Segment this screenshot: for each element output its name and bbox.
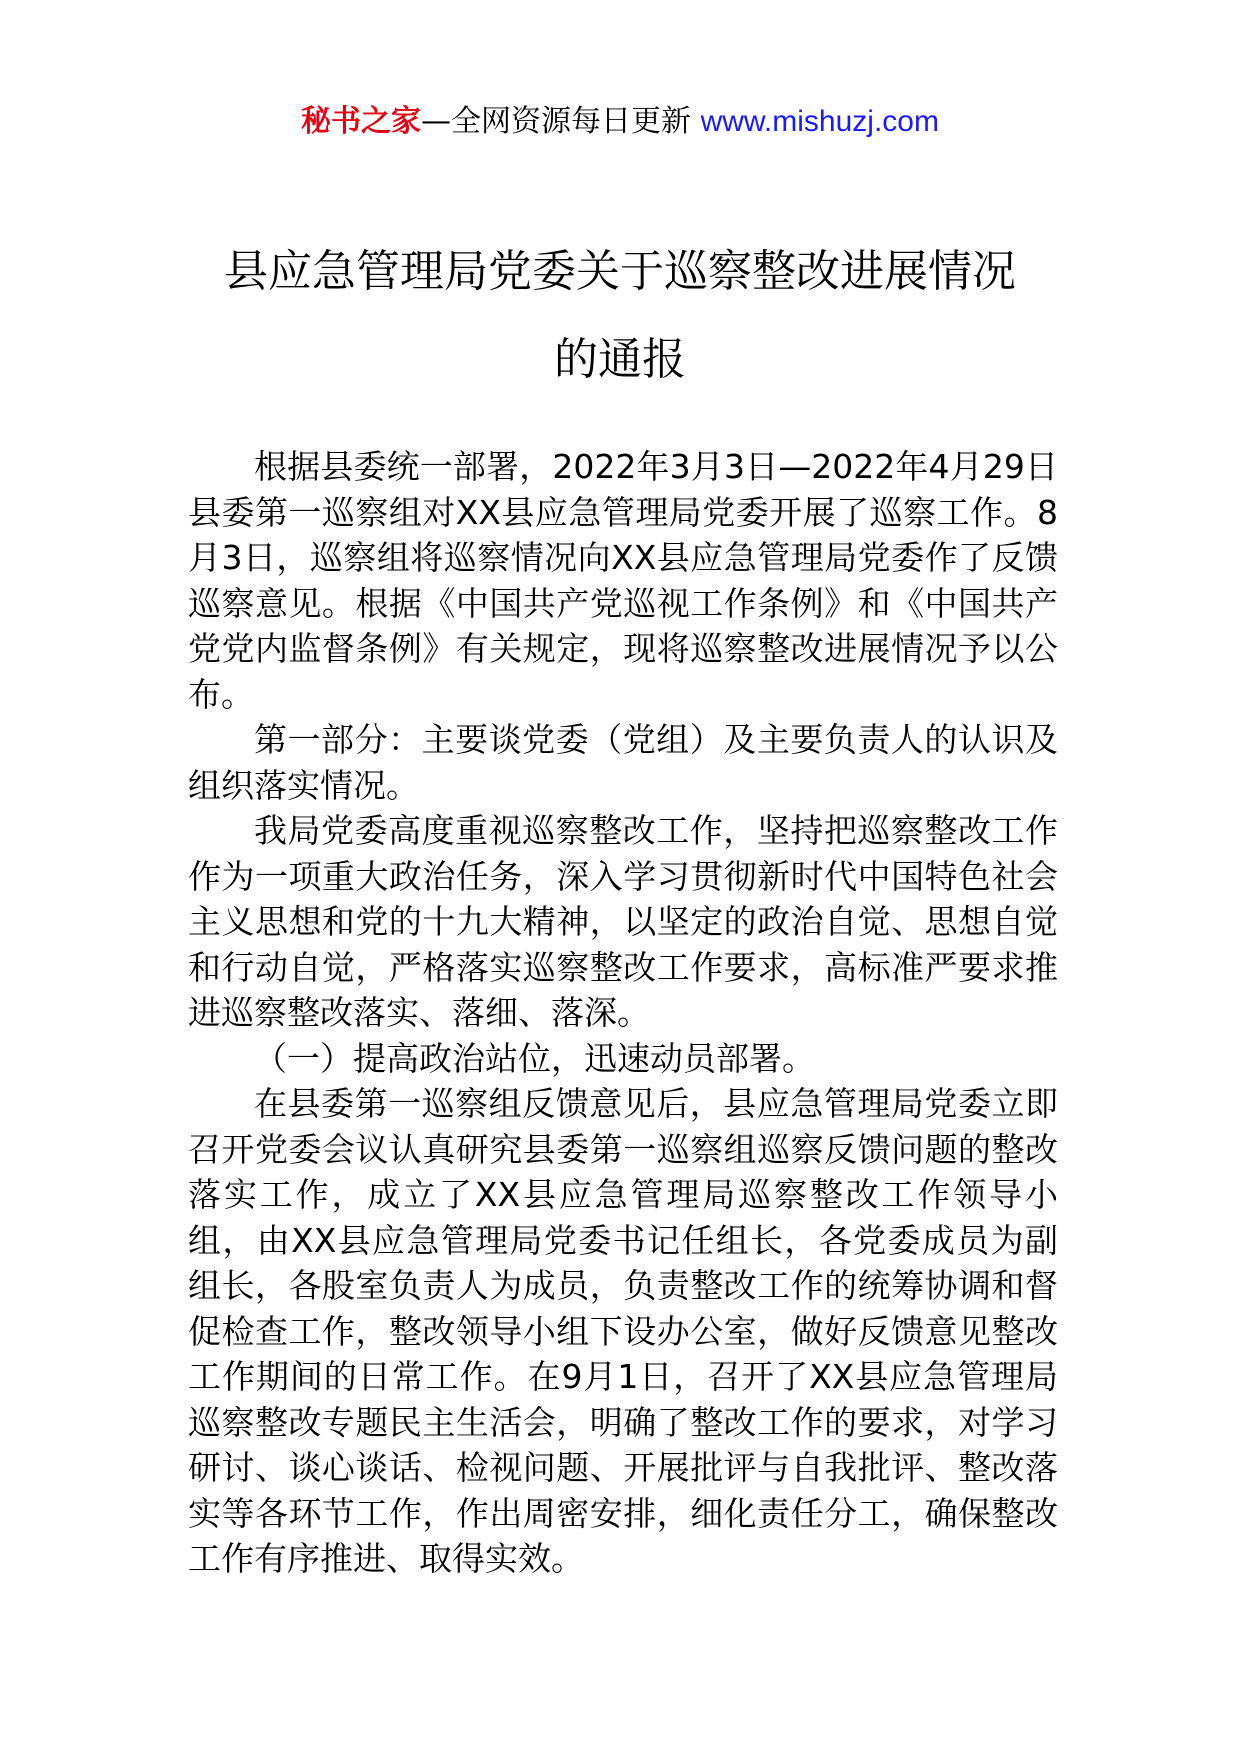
paragraph-intro: 根据县委统一部署，2022年3月3日—2022年4月29日县委第一巡察组对XX县应急管理局党委开展了巡察工作。8月3日，巡察组将巡察情况向XX县应急管理局党委作了反馈巡察意见。根据《中国共产党巡视工作条例》和《中国共产党党内监督条例》有关规定，现将巡察整改进展情况予以公布。	[188, 447, 1058, 714]
brand-name: 秘书之家	[301, 104, 422, 139]
document-title	[0, 228, 1240, 404]
paragraph-party-committee: 我局党委高度重视巡察整改工作，坚持把巡察整改工作作为一项重大政治任务，深入学习贯彻新时代中国特色社会主义思想和党的十九大精神，以坚定的政治自觉、思想自觉和行动自觉，严格落实巡察整改工作要求，高标准严要求推进巡察整改落实、落细、落深。	[188, 811, 1058, 1032]
document-body	[188, 444, 1058, 1582]
document-title-line-1: 县应急管理局党委关于巡察整改进展情况	[224, 246, 1016, 297]
document-title-line-2: 的通报	[554, 334, 686, 385]
paragraph-section-one-heading: （一）提高政治站位，迅速动员部署。	[254, 1038, 815, 1078]
site-url-link[interactable]: www.mishuzj.com	[700, 105, 939, 138]
paragraph-section-one-body: 在县委第一巡察组反馈意见后，县应急管理局党委立即召开党委会议认真研究县委第一巡察组巡察反馈问题的整改落实工作，成立了XX县应急管理局巡察整改工作领导小组，由XX县应急管理局党委书记任组长，各党委成员为副组长，各股室负责人为成员，负责整改工作的统筹协调和督促检查工作，整改领导小组下设办公室，做好反馈意见整改工作期间的日常工作。在9月1日，召开了XX县应急管理局巡察整改专题民主生活会，明确了整改工作的要求，对学习研讨、谈心谈话、检视问题、开展批评与自我批评、整改落实等各环节工作，作出周密安排，细化责任分工，确保整改工作有序推进、取得实效。	[188, 1084, 1058, 1578]
paragraph-part-one-heading: 第一部分：主要谈党委（党组）及主要负责人的认识及组织落实情况。	[188, 720, 1058, 805]
header-banner	[0, 100, 1240, 144]
header-slogan: —全网资源每日更新	[421, 104, 701, 139]
